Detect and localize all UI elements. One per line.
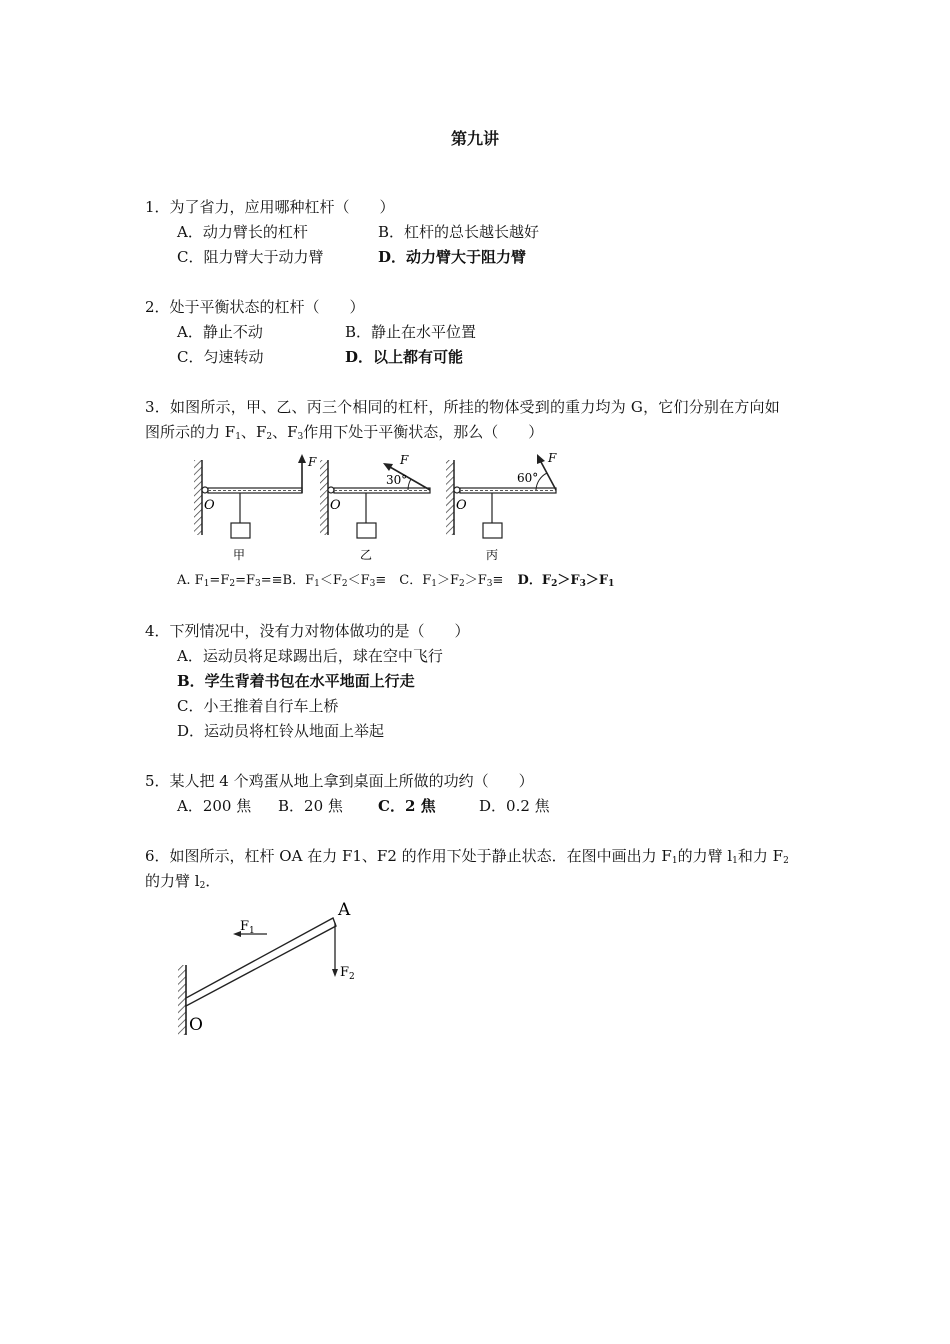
q3-stem-text: 作用下处于平衡状态，那么（ ） xyxy=(303,423,544,441)
lever-yi-label: 乙 xyxy=(360,548,373,562)
q5-option-a: A．200 焦 xyxy=(177,797,252,815)
q3-options xyxy=(177,570,614,595)
q2-option-b: B．静止在水平位置 xyxy=(345,323,477,341)
lever-jia-force-label: F xyxy=(308,455,317,469)
q3-sep: 、 xyxy=(240,423,256,441)
lever-bing-label: 丙 xyxy=(486,548,499,562)
q3-option-a: A. $F_1=F_2=F_3=\equiv B$．$F_1<F_2<F_3\equiv$ C．$F_1>F_2>F_3\equiv$ xyxy=(177,573,504,589)
lever-bing-pivot-label: O xyxy=(456,498,467,513)
q2-option-c: C．匀速转动 xyxy=(177,348,264,366)
q3-lever-figure xyxy=(190,450,570,565)
label-f2: $F_2$ xyxy=(340,965,355,982)
q1-option-a: A．动力臂长的杠杆 xyxy=(177,223,308,241)
q1-option-d: D．动力臂大于阻力臂 xyxy=(378,248,527,266)
q1-stem: 1．为了省力，应用哪种杠杆（ ） xyxy=(145,198,395,216)
q3-sep: 、 xyxy=(272,423,288,441)
q6-lever-figure xyxy=(175,895,375,1040)
q3-stem-line2: 图所示的力 $F_1$、$F_2$、$F_3$作用下处于平衡状态，那么（ ） xyxy=(145,423,544,442)
q4-option-b: B．学生背着书包在水平地面上行走 xyxy=(177,672,415,690)
q6-stem-line2: 的力臂 $l_2$． xyxy=(145,872,221,891)
lever-jia-label: 甲 xyxy=(233,548,246,562)
q2-stem: 2．处于平衡状态的杠杆（ ） xyxy=(145,298,365,316)
q4-option-a: A．运动员将足球踢出后，球在空中飞行 xyxy=(177,647,443,665)
lever-bing-angle-label: 60° xyxy=(517,471,539,485)
lever-yi-angle-label: 30° xyxy=(386,473,408,487)
q2-option-d: D．以上都有可能 xyxy=(345,348,464,366)
q1-option-b: B．杠杆的总长越长越好 xyxy=(378,223,540,241)
q3-sub: 3 xyxy=(297,432,304,442)
q5-stem: 5．某人把 4 个鸡蛋从地上拿到桌面上所做的功约（ ） xyxy=(145,772,534,790)
label-o: O xyxy=(189,1015,203,1035)
q3-sub: 2 xyxy=(266,432,273,442)
q5-option-d: D．0.2 焦 xyxy=(479,797,550,815)
lever-jia-pivot-label: O xyxy=(204,498,215,513)
q4-stem: 4．下列情况中，没有力对物体做功的是（ ） xyxy=(145,622,470,640)
wall xyxy=(178,965,186,1035)
lever-oa xyxy=(186,918,336,1006)
q3-option-d: D．$F_2>F_3>F_1$ xyxy=(517,573,615,589)
lever-yi-force-label: F xyxy=(400,453,409,467)
lever-jia xyxy=(194,454,306,538)
page-title: 第九讲 xyxy=(450,129,499,148)
q2-option-a: A．静止不动 xyxy=(177,323,263,341)
q5-option-c: C．2 焦 xyxy=(378,797,436,815)
q3-stem-text: 图所示的力 F xyxy=(145,423,236,441)
q3-sub: 1 xyxy=(235,432,241,442)
q5-option-b: B．20 焦 xyxy=(278,797,343,815)
q4-option-d: D．运动员将杠铃从地面上举起 xyxy=(177,722,385,740)
q3-stem-line1: 3．如图所示，甲、乙、丙三个相同的杠杆，所挂的物体受到的重力均为 G，它们分别在方向如 xyxy=(145,398,780,416)
lever-bing xyxy=(446,454,556,538)
q1-option-c: C．阻力臂大于动力臂 xyxy=(177,248,324,266)
lever-bing-force-label: F xyxy=(548,451,557,465)
q4-option-c: C．小王推着自行车上桥 xyxy=(177,697,339,715)
q6-stem-line1: 6．如图所示，杠杆 OA 在力 F1、F2 的作用下处于静止状态．在图中画出力 $F_1$的力臂 $l_1$和力 $F_2$ xyxy=(145,847,789,866)
label-f1: $F_1$ xyxy=(240,919,255,936)
lever-yi-pivot-label: O xyxy=(330,498,341,513)
label-a: A xyxy=(338,900,351,920)
